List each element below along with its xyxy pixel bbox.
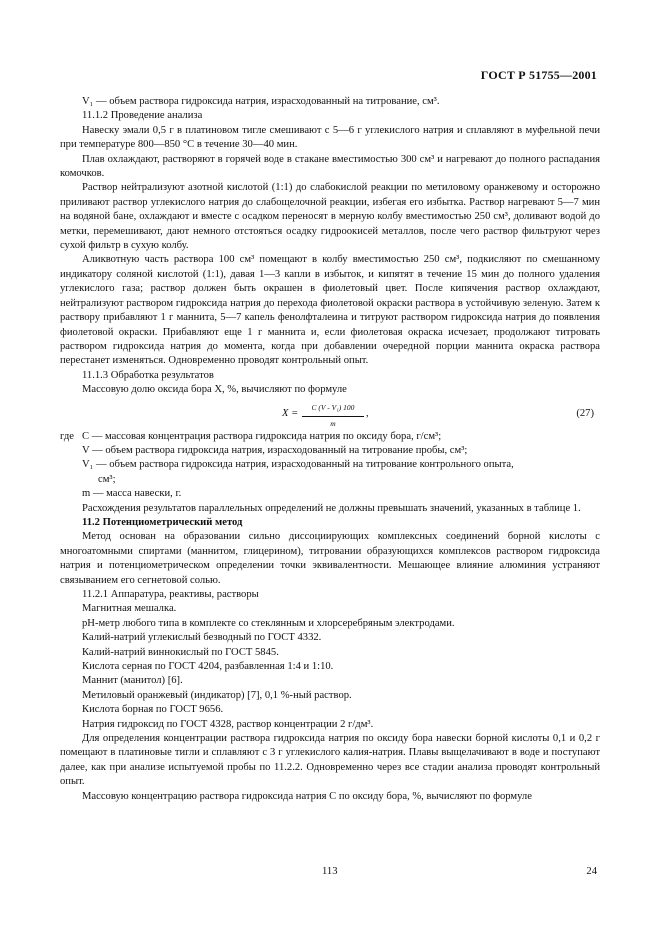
definition-c-row [60,430,600,444]
where-word: где [60,430,74,442]
definition-m: m — масса навески, г. [82,488,182,500]
paragraph-cooling: Плав охлаждают, растворяют в горячей воде в стакане вместимостью 300 см³ и нагревают до полного распадания комочков. [60,153,600,180]
paragraph-formula-intro: Массовую долю оксида бора X, %, вычисляют по формуле [82,384,347,396]
definition-v: V — объем раствора гидроксида натрия, израсходованный на титрование пробы, см³; [82,444,468,456]
item-ph-meter: pH-метр любого типа в комплекте со стеклянным и хлорсеребряным электродами. [82,617,455,629]
definition-v1-unit: см³; [98,473,116,485]
formula-number: (27) [576,407,594,419]
item-potassium-sodium-carbonate: Калий-натрий углекислый безводный по ГОСТ 4332. [82,632,322,644]
section-11-1-2-heading: 11.1.2 Проведение анализа [82,110,203,122]
formula-lhs: X = [282,407,299,419]
page-number-right: 24 [586,866,597,877]
formula-27 [60,400,600,426]
item-boric-acid: Кислота борная по ГОСТ 9656. [82,704,224,716]
section-11-2-heading: 11.2 Потенциометрический метод [82,516,243,528]
formula-numerator: C (V - V₁) 100 [302,401,364,417]
section-11-2-1-heading: 11.2.1 Аппаратура, реактивы, растворы [82,589,259,600]
page-number-center: 113 [322,866,338,877]
formula-comma: , [366,407,369,419]
paragraph-sample-fusion: Навеску эмали 0,5 г в платиновом тигле смешивают с 5—6 г углекислого натрия и сплавляют в муфельной печи при температуре 800—850 °С в течение 30—40 мин. [60,124,600,151]
formula-denominator: m [330,418,336,428]
paragraph-discrepancy: Расхождения результатов параллельных определений не должны превышать значений, указанных в таблице 1. [82,502,581,514]
item-sodium-hydroxide: Натрия гидроксид по ГОСТ 4328, раствор концентрации 2 г/дм³. [82,718,374,730]
formula-definitions [60,430,600,502]
v1-definition: V₁ — объем раствора гидроксида натрия, израсходованный на титрование, см³. [82,96,440,107]
item-sulfuric-acid: Кислота серная по ГОСТ 4204, разбавленная 1:4 и 1:10. [82,661,334,673]
item-methyl-orange: Метиловый оранжевый (индикатор) [7], 0,1 %-ный раствор. [82,689,352,701]
document-body [60,95,600,804]
paragraph-method-basis: Метод основан на образовании сильно диссоциирующих комплексных соединений борной кислоты с многоатомными спиртами (маннитом, глицерином), титровании образующихся комплексов раствором гидроксида натрия и потенциометрическом определении точки эквивалентности. Мешающее влияние алюминия устраняют связыванием его сегнетовой солью. [60,531,600,586]
item-potassium-sodium-tartrate: Калий-натрий виннокислый по ГОСТ 5845. [82,646,279,658]
definition-c: C — массовая концентрация раствора гидроксида натрия по оксиду бора, г/см³; [82,430,442,442]
paragraph-mass-concentration-formula: Массовую концентрацию раствора гидроксида натрия C по оксиду бора, %, вычисляют по формуле [82,790,532,802]
paragraph-aliquot-titration: Аликвотную часть раствора 100 см³ помещают в колбу вместимостью 250 см³, подкисляют по смешанному индикатору соляной кислотой (1:1), давая 1—3 капли в избыток, и кипятят в течение 15 мин до полного удаления углекислого газа; раствор должен быть окрашен в фиолетовый цвет. После кипячения раствор охлаждают, нейтрализуют раствором гидроксида натрия до перехода фиолетовой окраски раствора в устойчивую зеленую. Затем к раствору прибавляют 1 г маннита, 5—7 капель фенолфталеина и титруют раствором гидроксида натрия до появления фиолетовой окраски. Прибавляют еще 1 г маннита и, если фиолетовая окраска исчезает, продолжают титровать раствором гидроксида натрия до момента, когда при добавлении очередной порции маннита окраска раствора перестанет изменяться. Одновременно проводят контрольный опыт. [60,254,600,367]
paragraph-neutralization: Раствор нейтрализуют азотной кислотой (1:1) до слабокислой реакции по метиловому оранжевому и осторожно приливают раствор углекислого натрия до слабощелочной реакции, избегая его избытка. Раствор нагревают 5—7 мин на водяной бане, охлаждают и вместе с осадком переносят в мерную колбу вместимостью 250 см³, доливают водой до метки, перемешивают, дают немного отстояться осадку гидроокисей металлов, после чего раствор фильтруют через сухой фильтр в сухую колбу. [60,182,600,252]
item-magnetic-stirrer: Магнитная мешалка. [82,603,177,615]
standard-number-header: ГОСТ Р 51755—2001 [480,68,597,82]
item-mannitol: Маннит (манитол) [6]. [82,675,183,687]
section-11-1-3-heading: 11.1.3 Обработка результатов [82,369,214,381]
formula-fraction [302,401,364,432]
definition-v1: V₁ — объем раствора гидроксида натрия, израсходованный на титрование контрольного опыта, [82,459,514,471]
paragraph-concentration-determination: Для определения концентрации раствора гидроксида натрия по оксиду бора навески борной кислоты 0,1 и 0,2 г помещают в платиновые тигли и сплавляют с 3 г углекислого калия-натрия. Плавы выщелачивают в воде и поступают далее, как при анализе испытуемой пробы по 11.2.2. Одновременно через все стадии анализа проводят контрольный опыт. [60,733,600,788]
